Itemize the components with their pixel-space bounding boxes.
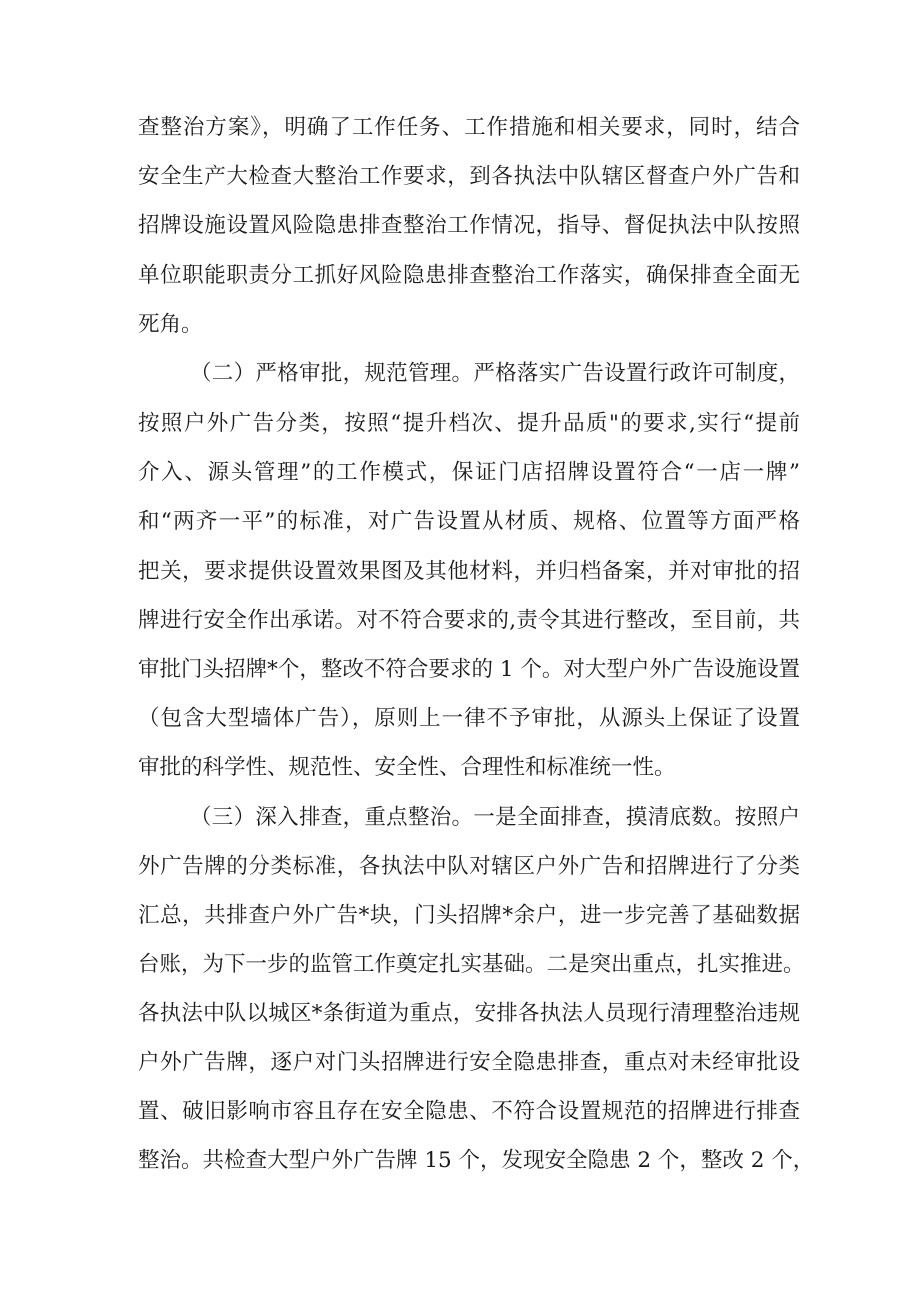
text-line-12: 审批门头招牌*个，整改不符合要求的 1 个。对大型户外广告设施设置 bbox=[138, 657, 800, 682]
text-line-3: 招牌设施设置风险隐患排查整治工作情况，指导、督促执法中队按照 bbox=[138, 213, 800, 238]
text-line-11: 牌进行安全作出承诺。对不符合要求的,责令其进行整改，至目前，共 bbox=[138, 608, 800, 633]
paragraph-3-first-line: （三）深入排查，重点整治。一是全面排查，摸清底数。按照户 bbox=[190, 805, 800, 830]
text-line-9: 和“两齐一平”的标准，对广告设置从材质、规格、位置等方面严格 bbox=[138, 509, 800, 534]
text-line-16: 外广告牌的分类标准，各执法中队对辖区户外广告和招牌进行了分类 bbox=[138, 854, 800, 879]
text-line-18: 台账，为下一步的监管工作奠定扎实基础。二是突出重点，扎实推进。 bbox=[138, 952, 805, 977]
text-line-13: （包含大型墙体广告），原则上一律不予审批，从源头上保证了设置 bbox=[138, 706, 800, 731]
text-line-4: 单位职能职责分工抓好风险隐患排查整治工作落实，确保排查全面无 bbox=[138, 263, 800, 288]
text-line-21: 置、破旧影响市容且存在安全隐患、不符合设置规范的招牌进行排查 bbox=[138, 1099, 800, 1124]
text-line-22: 整治。共检查大型户外广告牌 15 个，发现安全隐患 2 个，整改 2 个， bbox=[138, 1148, 815, 1173]
text-line-10: 把关，要求提供设置效果图及其他材料，并归档备案，并对审批的招 bbox=[138, 559, 800, 584]
text-line-5: 死角。 bbox=[138, 312, 203, 337]
paragraph-2-first-line: （二）严格审批，规范管理。严格落实广告设置行政许可制度， bbox=[190, 361, 800, 386]
text-line-8: 介入、源头管理”的工作模式，保证门店招牌设置符合“一店一牌” bbox=[138, 460, 800, 485]
text-line-19: 各执法中队以城区*条街道为重点，安排各执法人员现行清理整治违规 bbox=[138, 1001, 800, 1026]
text-line-20: 户外广告牌，逐户对门头招牌进行安全隐患排查，重点对未经审批设 bbox=[138, 1050, 800, 1075]
text-line-17: 汇总，共排查户外广告*块，门头招牌*余户，进一步完善了基础数据 bbox=[138, 903, 800, 928]
text-line-7: 按照户外广告分类，按照“提升档次、提升品质"的要求,实行“提前 bbox=[138, 411, 800, 436]
text-line-2: 安全生产大检查大整治工作要求，到各执法中队辖区督查户外广告和 bbox=[138, 164, 800, 189]
text-line-1: 查整治方案》，明确了工作任务、工作措施和相关要求，同时，结合 bbox=[138, 115, 800, 140]
text-line-14: 审批的科学性、规范性、安全性、合理性和标准统一性。 bbox=[138, 755, 676, 780]
